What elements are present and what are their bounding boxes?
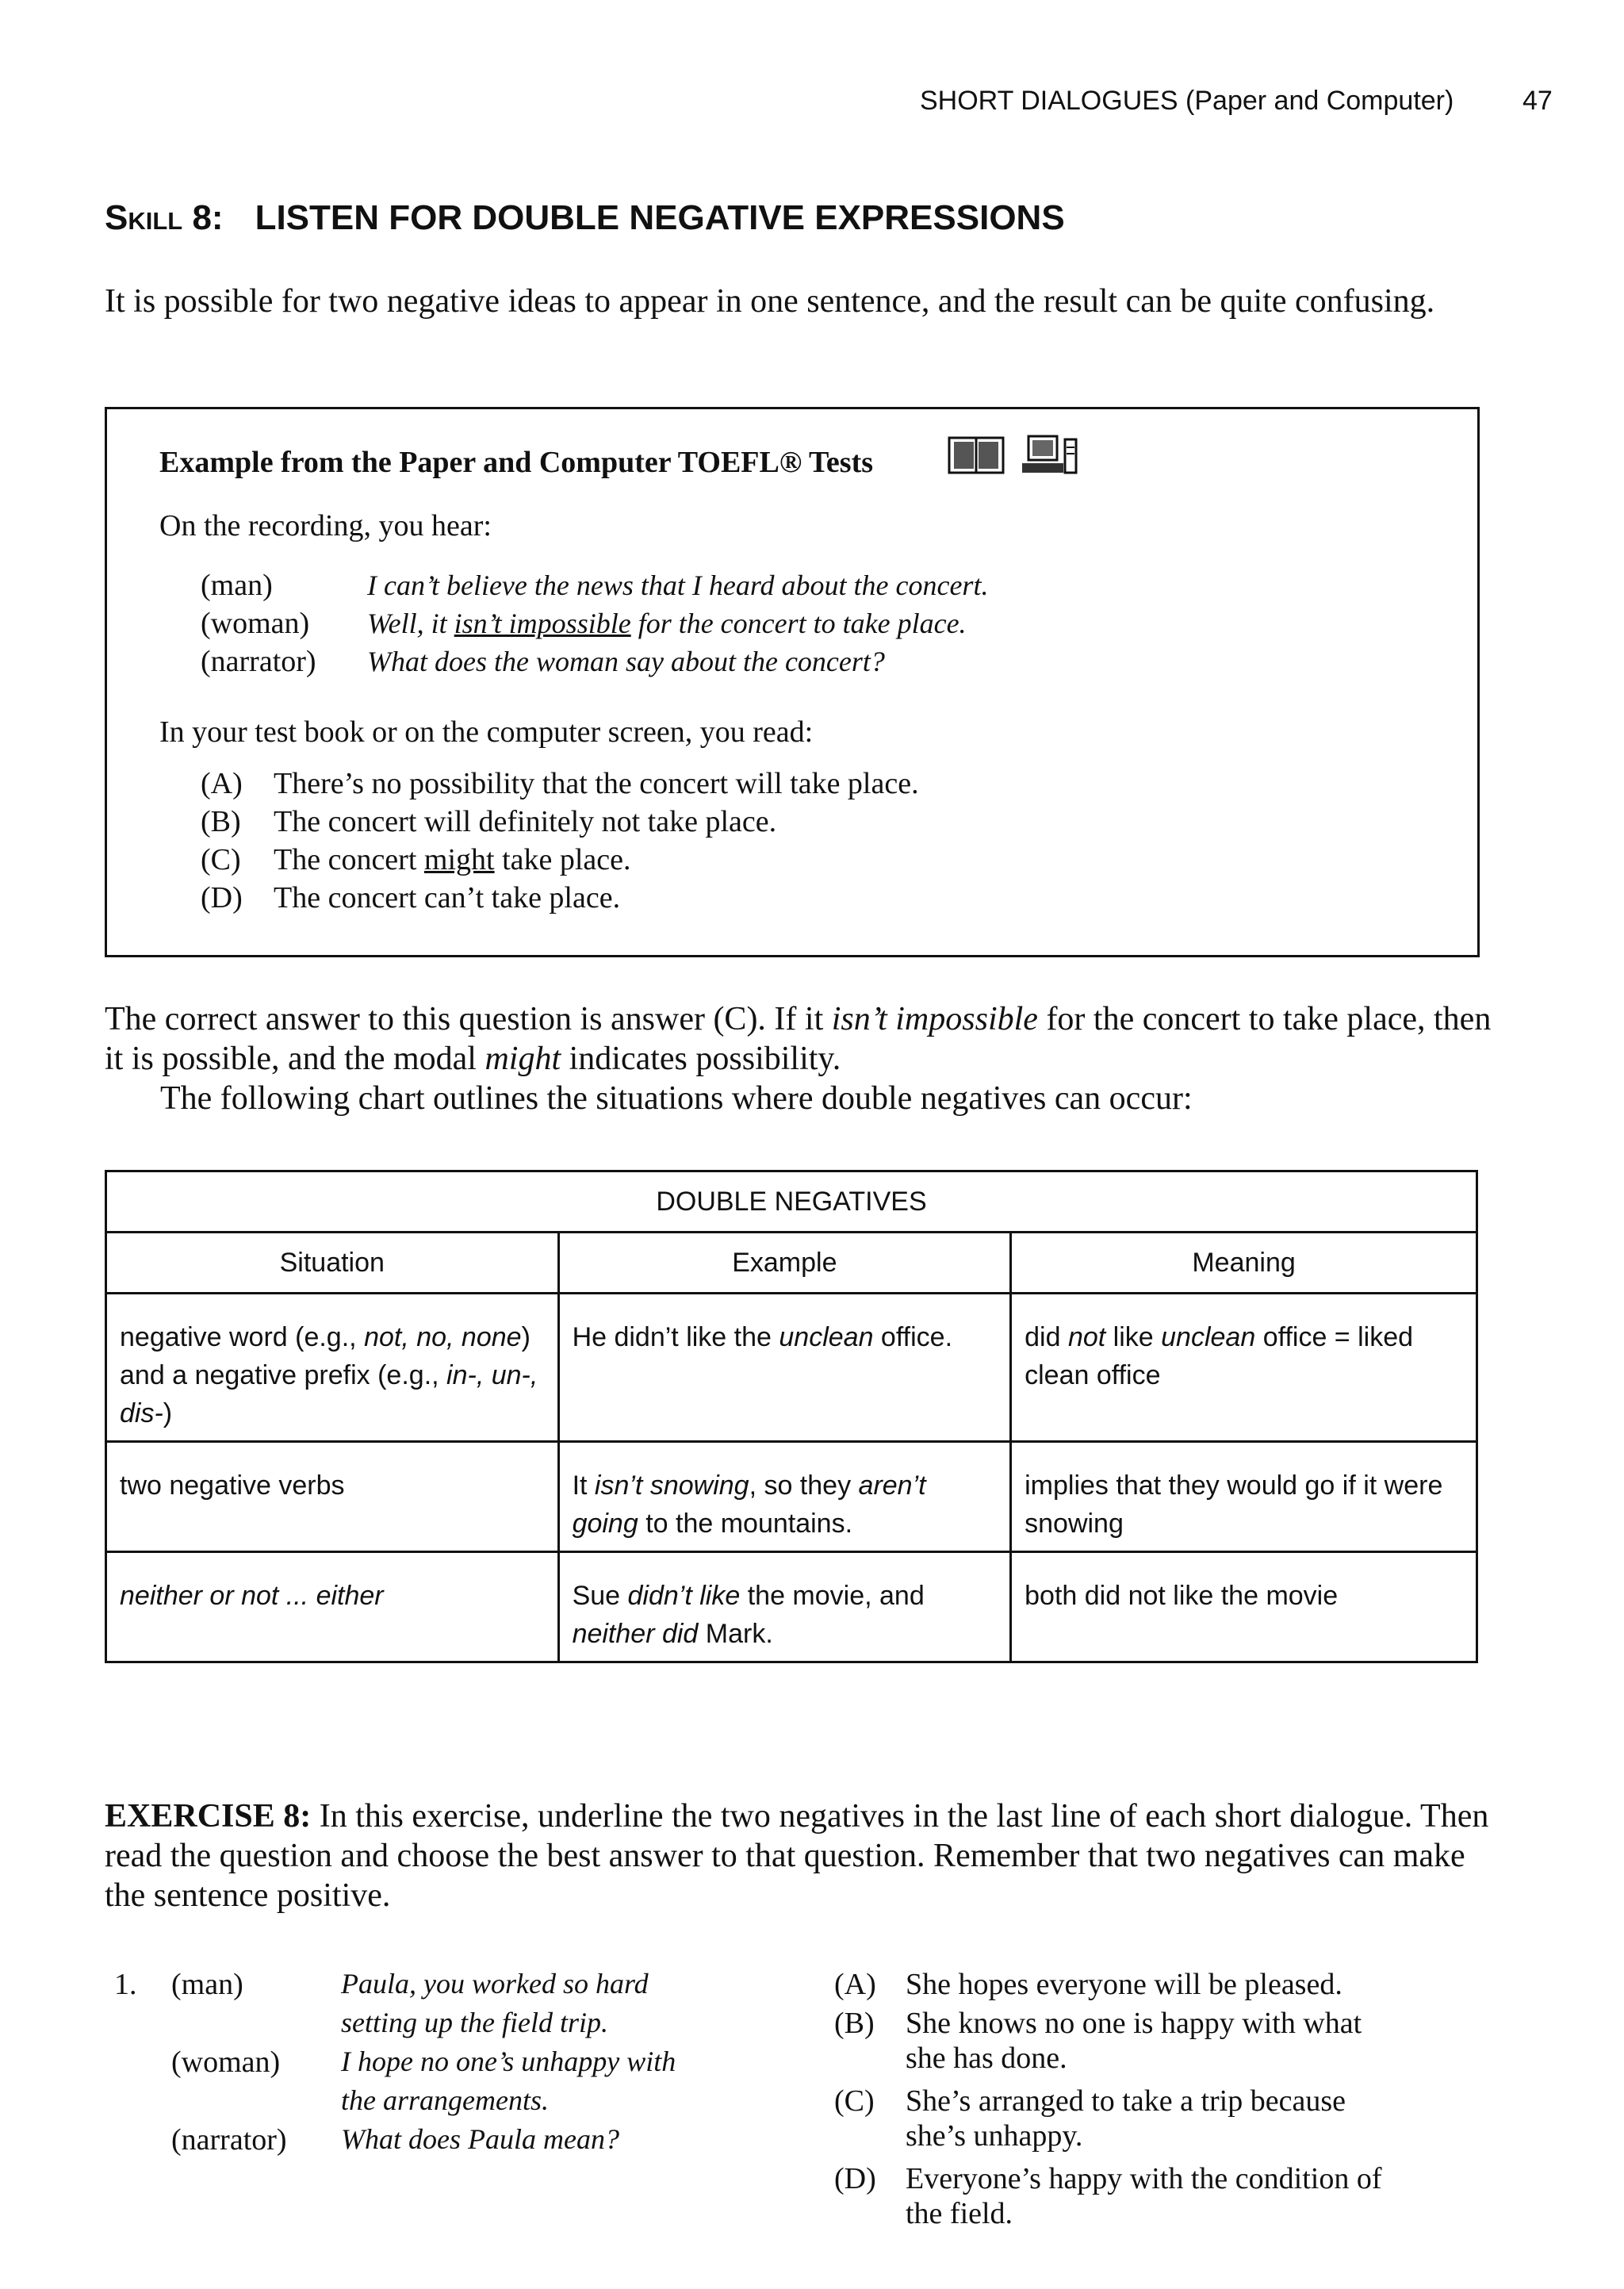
situation-cell: two negative verbs xyxy=(106,1442,559,1552)
column-header: Situation xyxy=(106,1233,559,1294)
double-negatives-table xyxy=(105,1170,1478,1663)
dialogue-text: I can’t believe the news that I heard about the concert. xyxy=(367,569,989,601)
dialogue-text: What does the woman say about the concert? xyxy=(367,646,885,677)
dialogue-text: Paula, you worked so hard xyxy=(341,1968,649,2000)
example-title: Example from the Paper and Computer TOEFL® Tests xyxy=(159,446,874,479)
exercise-label: EXERCISE 8: xyxy=(105,1798,312,1835)
speaker: (woman) xyxy=(171,2046,281,2079)
underlined-modal: might xyxy=(423,843,495,876)
speaker: (man) xyxy=(201,569,273,602)
table-row xyxy=(106,1294,1477,1442)
skill-heading xyxy=(105,198,1065,238)
meaning-cell: both did not like the movie xyxy=(1011,1552,1477,1662)
example-option-b: (B) The concert will definitely not take place. xyxy=(201,805,777,838)
running-head: SHORT DIALOGUES (Paper and Computer) xyxy=(920,86,1454,116)
skill-label: Skill 8: xyxy=(105,198,224,237)
table-row xyxy=(106,1442,1477,1552)
speaker: (narrator) xyxy=(201,645,316,678)
chart-intro: The following chart outlines the situations where double negatives can occur: xyxy=(160,1080,1193,1117)
table-title: DOUBLE NEGATIVES xyxy=(106,1171,1477,1233)
dialogue-line-man xyxy=(201,568,988,603)
meaning-cell: implies that they would go if it were snowing xyxy=(1011,1442,1477,1552)
exercise-instructions: EXERCISE 8: In this exercise, underline the two negatives in the last line of each short dialogue. Then read the question and choose the best answer to that question. Remember that two negatives can make the sentence positive. xyxy=(105,1798,1489,1914)
answer-option-b[interactable]: (B) She knows no one is happy with what she has done. xyxy=(834,2007,1362,2075)
example-option-c: (C) The concert might take place. xyxy=(201,843,631,876)
answer-option-a[interactable]: (A) She hopes everyone will be pleased. xyxy=(834,1968,1342,2001)
example-option-d: (D) The concert can’t take place. xyxy=(201,881,621,914)
example-cell: Sue didn’t like the movie, and neither did Mark. xyxy=(558,1552,1011,1662)
dialogue-text: I hope no one’s unhappy with xyxy=(341,2046,676,2077)
answer-option-d[interactable]: (D) Everyone’s happy with the condition of the field. xyxy=(834,2162,1382,2230)
paper-test-book-icon xyxy=(948,435,1005,476)
dialogue-line-woman xyxy=(201,606,967,641)
read-label: In your test book or on the computer screen, you read: xyxy=(159,715,814,749)
column-header: Example xyxy=(558,1233,1011,1294)
example-option-a: (A) There’s no possibility that the concert will take place. xyxy=(201,767,919,800)
example-cell: He didn’t like the unclean office. xyxy=(558,1294,1011,1442)
meaning-cell: did not like unclean office = liked clean office xyxy=(1011,1294,1477,1442)
question-number: 1. xyxy=(114,1968,137,2001)
situation-cell: negative word (e.g., not, no, none) and a negative prefix (e.g., in-, un-, dis-) xyxy=(106,1294,559,1442)
answer-explanation xyxy=(105,999,1500,1118)
page-number: 47 xyxy=(1522,86,1553,116)
answer-option-c[interactable]: (C) She’s arranged to take a trip because she’s unhappy. xyxy=(834,2084,1346,2153)
dialogue-text: the arrangements. xyxy=(341,2084,549,2116)
situation-cell: neither or not ... either xyxy=(106,1552,559,1662)
hear-label: On the recording, you hear: xyxy=(159,509,492,543)
dialogue-text: Well, it isn’t impossible for the concert to take place. xyxy=(367,608,967,639)
dialogue-line-narrator xyxy=(201,644,885,679)
speaker: (narrator) xyxy=(171,2123,287,2157)
example-cell: It isn’t snowing, so they aren’t going to the mountains. xyxy=(558,1442,1011,1552)
dialogue-text: setting up the field trip. xyxy=(341,2007,608,2038)
computer-test-icon xyxy=(1021,435,1078,476)
question-1 xyxy=(105,1967,1500,2237)
speaker: (woman) xyxy=(201,607,310,640)
intro-paragraph: It is possible for two negative ideas to appear in one sentence, and the result can be quite confusing. xyxy=(105,283,1435,320)
dialogue-text: What does Paula mean? xyxy=(341,2123,619,2155)
answer-paragraph: The correct answer to this question is answer (C). If it isn’t impossible for the concert to take place, then it is possible, and the modal might indicates possibility. xyxy=(105,1001,1492,1077)
test-format-icons xyxy=(948,435,1078,476)
speaker: (man) xyxy=(171,1968,243,2001)
example-box xyxy=(105,407,1480,957)
underlined-negatives: isn’t impossible xyxy=(454,608,631,639)
table-row xyxy=(106,1552,1477,1662)
skill-title: LISTEN FOR DOUBLE NEGATIVE EXPRESSIONS xyxy=(255,198,1065,237)
column-header: Meaning xyxy=(1011,1233,1477,1294)
